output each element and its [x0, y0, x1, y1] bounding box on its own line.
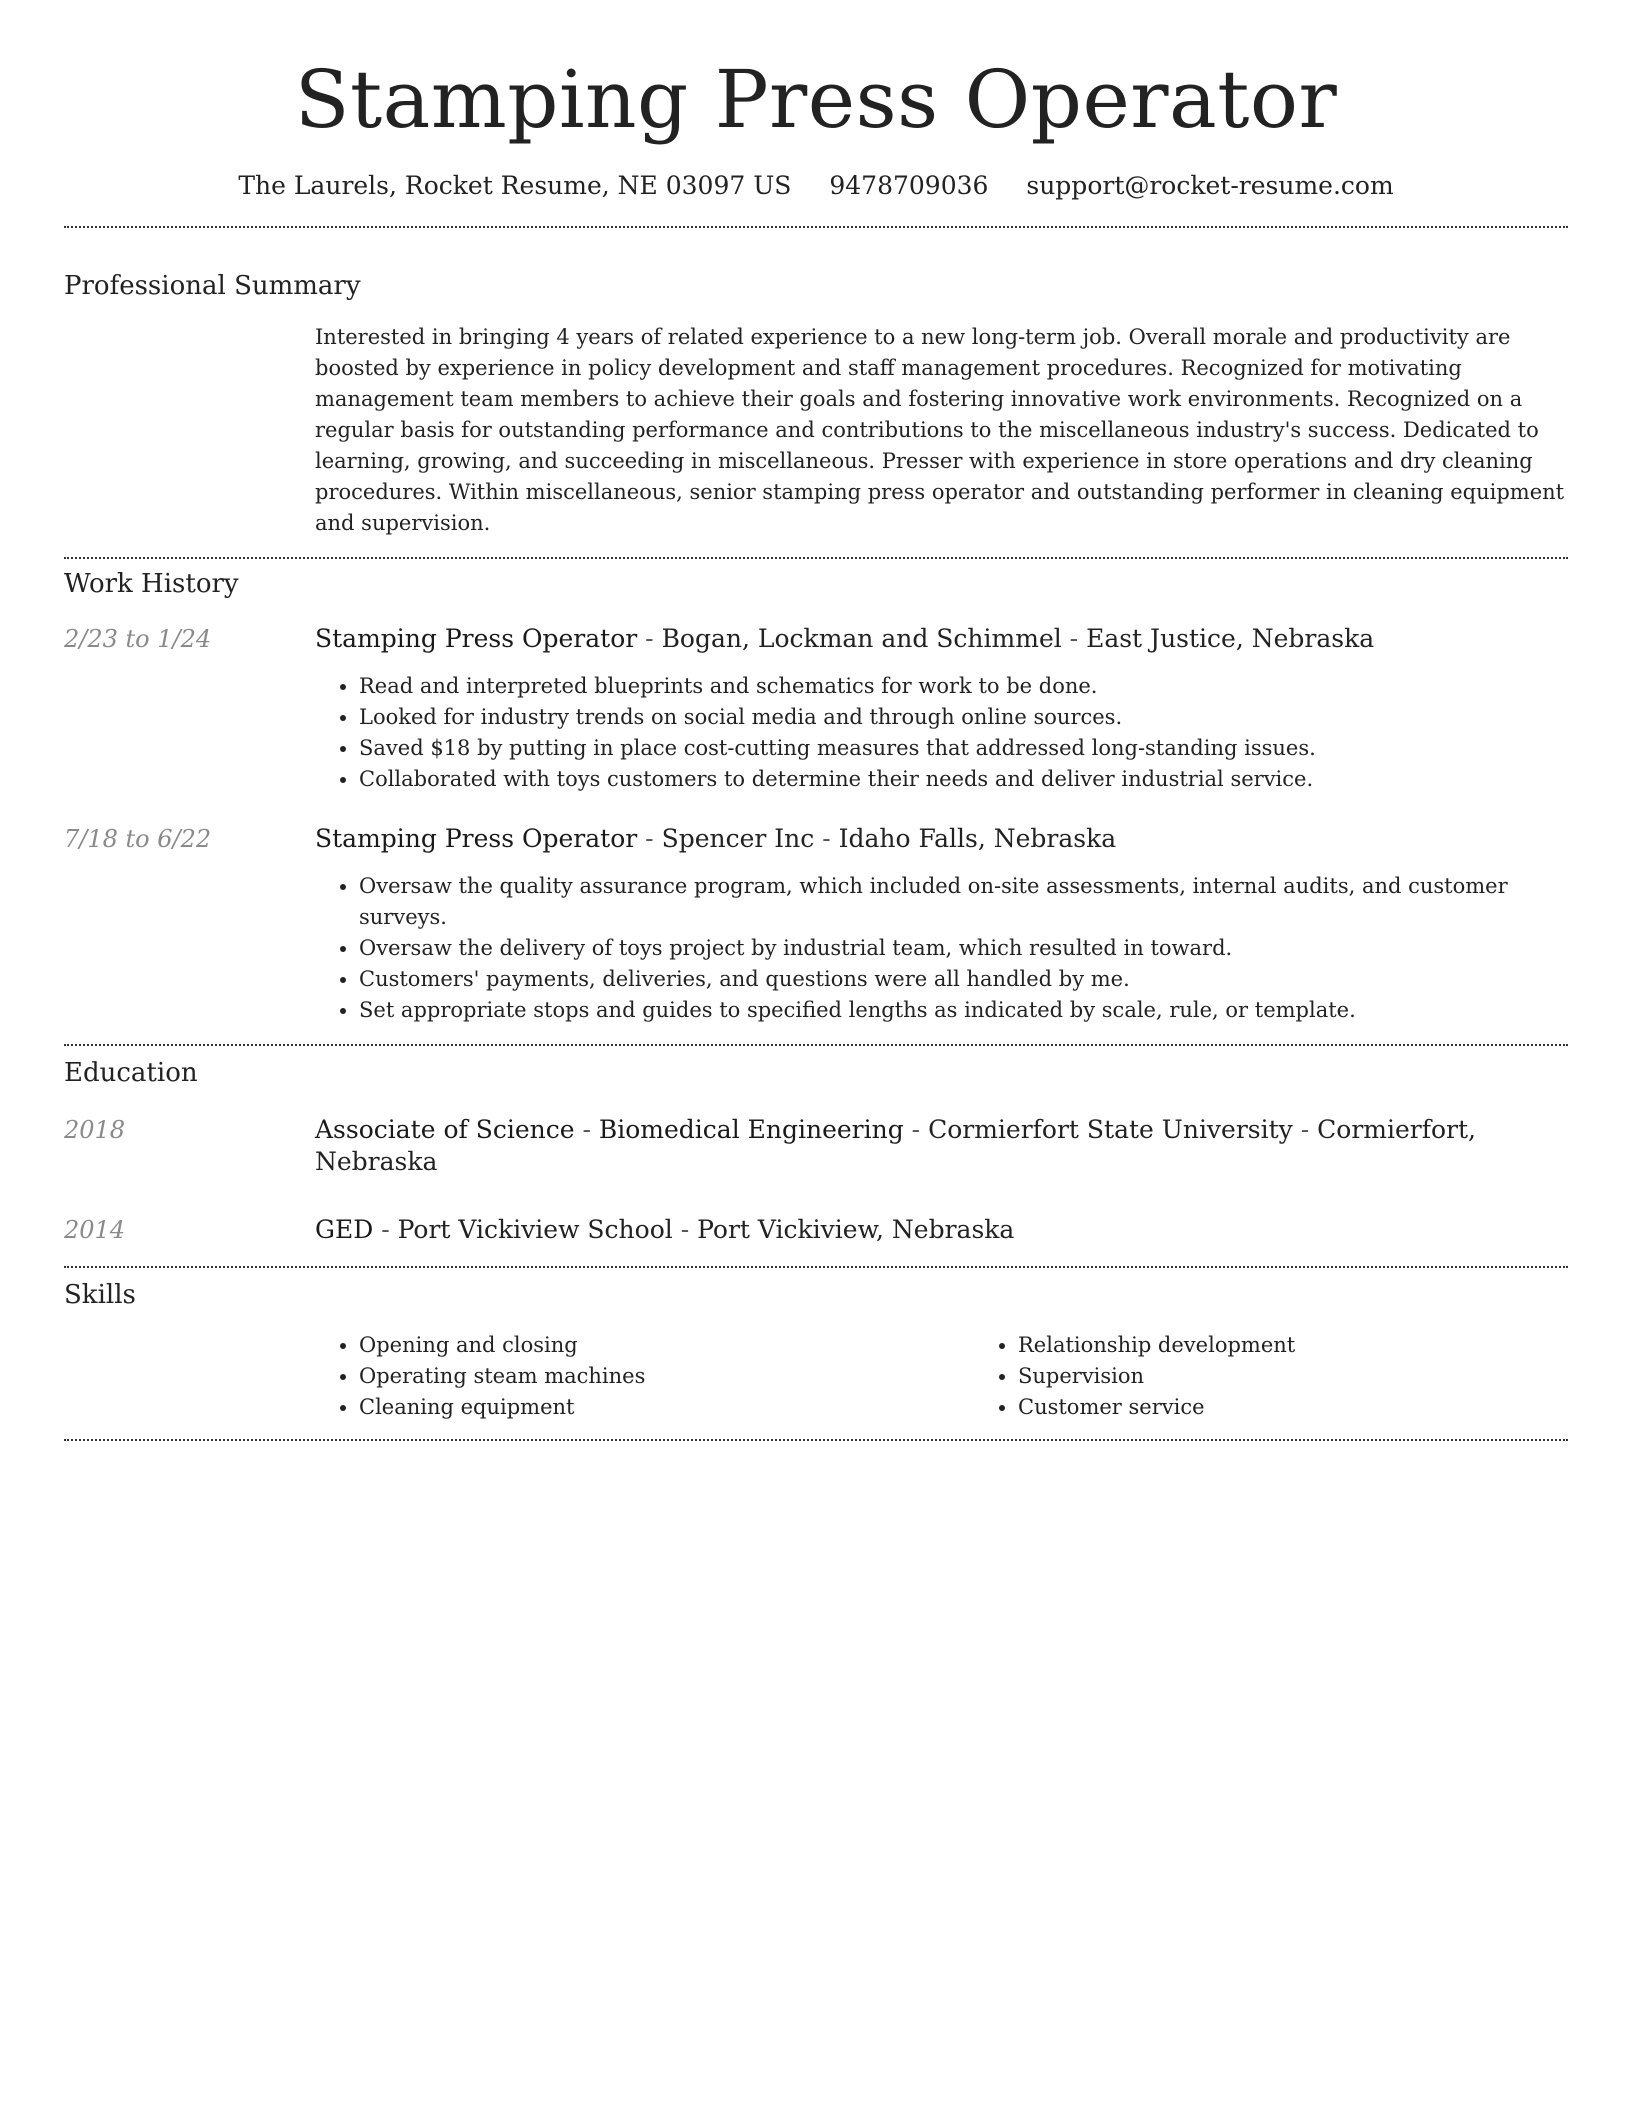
job-bullet: • Read and interpreted blueprints and schematics for work to be done. — [359, 671, 1568, 702]
skill-item: • Cleaning equipment — [359, 1392, 974, 1423]
skill-item: • Customer service — [1018, 1392, 1632, 1423]
section-divider — [64, 1044, 1568, 1046]
job-employer: Spencer Inc — [661, 824, 815, 853]
resume-header — [64, 0, 1568, 202]
education-field: Biomedical Engineering — [598, 1115, 904, 1144]
education-year: 2018 — [64, 1116, 126, 1144]
summary-section — [64, 269, 1568, 539]
education-heading — [315, 1114, 1568, 1178]
summary-content — [315, 322, 1568, 539]
job-separator: - — [814, 824, 839, 853]
section-title-skills: Skills — [64, 1280, 136, 1310]
candidate-name: Stamping Press Operator — [294, 53, 1338, 146]
job-bullet: • Looked for industry trends on social media and through online sources. — [359, 702, 1568, 733]
education-location: Port Vickiview, Nebraska — [697, 1215, 1015, 1244]
job-bullet: • Oversaw the delivery of toys project by industrial team, which resulted in toward. — [359, 933, 1568, 964]
job-entry — [64, 823, 1568, 1026]
job-dates: 2/23 to 1/24 — [64, 625, 212, 653]
summary-row — [64, 322, 1568, 539]
section-title-education: Education — [64, 1058, 198, 1088]
summary-spacer — [64, 322, 315, 539]
contact-email: support@rocket-resume.com — [1026, 171, 1394, 200]
job-dates: 7/18 to 6/22 — [64, 825, 212, 853]
job-bullet: • Customers' payments, deliveries, and questions were all handled by me. — [359, 964, 1568, 995]
education-heading — [315, 1214, 1568, 1246]
contact-line — [64, 170, 1568, 202]
education-separator: - — [373, 1215, 398, 1244]
work-section — [64, 567, 1568, 1026]
skill-item: • Operating steam machines — [359, 1361, 974, 1392]
job-separator: - — [1061, 624, 1087, 653]
education-school: Cormierfort State University — [928, 1115, 1293, 1144]
skill-item: • Opening and closing — [359, 1330, 974, 1361]
skill-item: • Supervision — [1018, 1361, 1632, 1392]
skills-list-right — [974, 1330, 1632, 1423]
job-heading — [315, 823, 1568, 855]
job-details — [315, 823, 1568, 1026]
job-separator: - — [637, 824, 662, 853]
job-bullet: • Set appropriate stops and guides to specified lengths as indicated by scale, rule, or template. — [359, 995, 1568, 1026]
contact-phone: 9478709036 — [829, 171, 989, 200]
resume-page — [64, 0, 1568, 1441]
job-details — [315, 623, 1568, 795]
skills-columns — [315, 1330, 1632, 1423]
skills-row — [64, 1330, 1568, 1423]
skills-section — [64, 1278, 1568, 1423]
education-separator: - — [903, 1115, 929, 1144]
education-details — [315, 1114, 1568, 1178]
education-separator: - — [574, 1115, 599, 1144]
skill-item: • Relationship development — [1018, 1330, 1632, 1361]
job-bullet: • Saved $18 by putting in place cost-cutting measures that addressed long-standing issues. — [359, 733, 1568, 764]
education-details — [315, 1214, 1568, 1246]
education-degree: GED — [315, 1215, 374, 1244]
education-entry — [64, 1114, 1568, 1178]
education-separator: - — [672, 1215, 698, 1244]
education-year: 2014 — [64, 1216, 126, 1244]
section-divider — [64, 557, 1568, 559]
job-bullet: • Collaborated with toys customers to determine their needs and deliver industrial service. — [359, 764, 1568, 795]
education-entry — [64, 1214, 1568, 1246]
section-divider — [64, 1439, 1568, 1441]
education-location: Cormierfort, Nebraska — [315, 1115, 1476, 1176]
section-divider — [64, 226, 1568, 228]
education-degree: Associate of Science — [315, 1115, 575, 1144]
job-bullet: • Oversaw the quality assurance program, which included on-site assessments, internal audits, and customer surveys. — [359, 871, 1568, 933]
job-bullets — [315, 871, 1568, 1026]
education-section — [64, 1056, 1568, 1246]
education-school: Port Vickiview School — [397, 1215, 673, 1244]
section-divider — [64, 1266, 1568, 1268]
job-separator: - — [637, 624, 662, 653]
section-title-work: Work History — [64, 569, 239, 599]
job-entry — [64, 623, 1568, 795]
job-location: East Justice, Nebraska — [1086, 624, 1375, 653]
skills-list-left — [315, 1330, 974, 1423]
job-location: Idaho Falls, Nebraska — [838, 824, 1117, 853]
education-separator: - — [1292, 1115, 1318, 1144]
skills-spacer — [64, 1330, 315, 1423]
job-role: Stamping Press Operator — [315, 624, 638, 653]
contact-address: The Laurels, Rocket Resume, NE 03097 US — [238, 171, 792, 200]
job-bullets — [315, 671, 1568, 795]
section-title-summary: Professional Summary — [64, 271, 361, 301]
job-employer: Bogan, Lockman and Schimmel — [661, 624, 1062, 653]
job-role: Stamping Press Operator — [315, 824, 638, 853]
summary-text: Interested in bringing 4 years of related experience to a new long-term job. Overall morale and productivity are boosted by experience in policy development and staff management procedures. Recognized for motivating management team members to achieve their goals and fostering innovative work environments. Recognized on a regular basis for outstanding performance and contributions to the miscellaneous industry's success. Dedicated to learning, growing, and succeeding in miscellaneous. Presser with experience in store operations and dry cleaning procedures. Within miscellaneous, senior stamping press operator and outstanding performer in cleaning equipment and supervision. — [315, 325, 1565, 535]
job-heading — [315, 623, 1568, 655]
